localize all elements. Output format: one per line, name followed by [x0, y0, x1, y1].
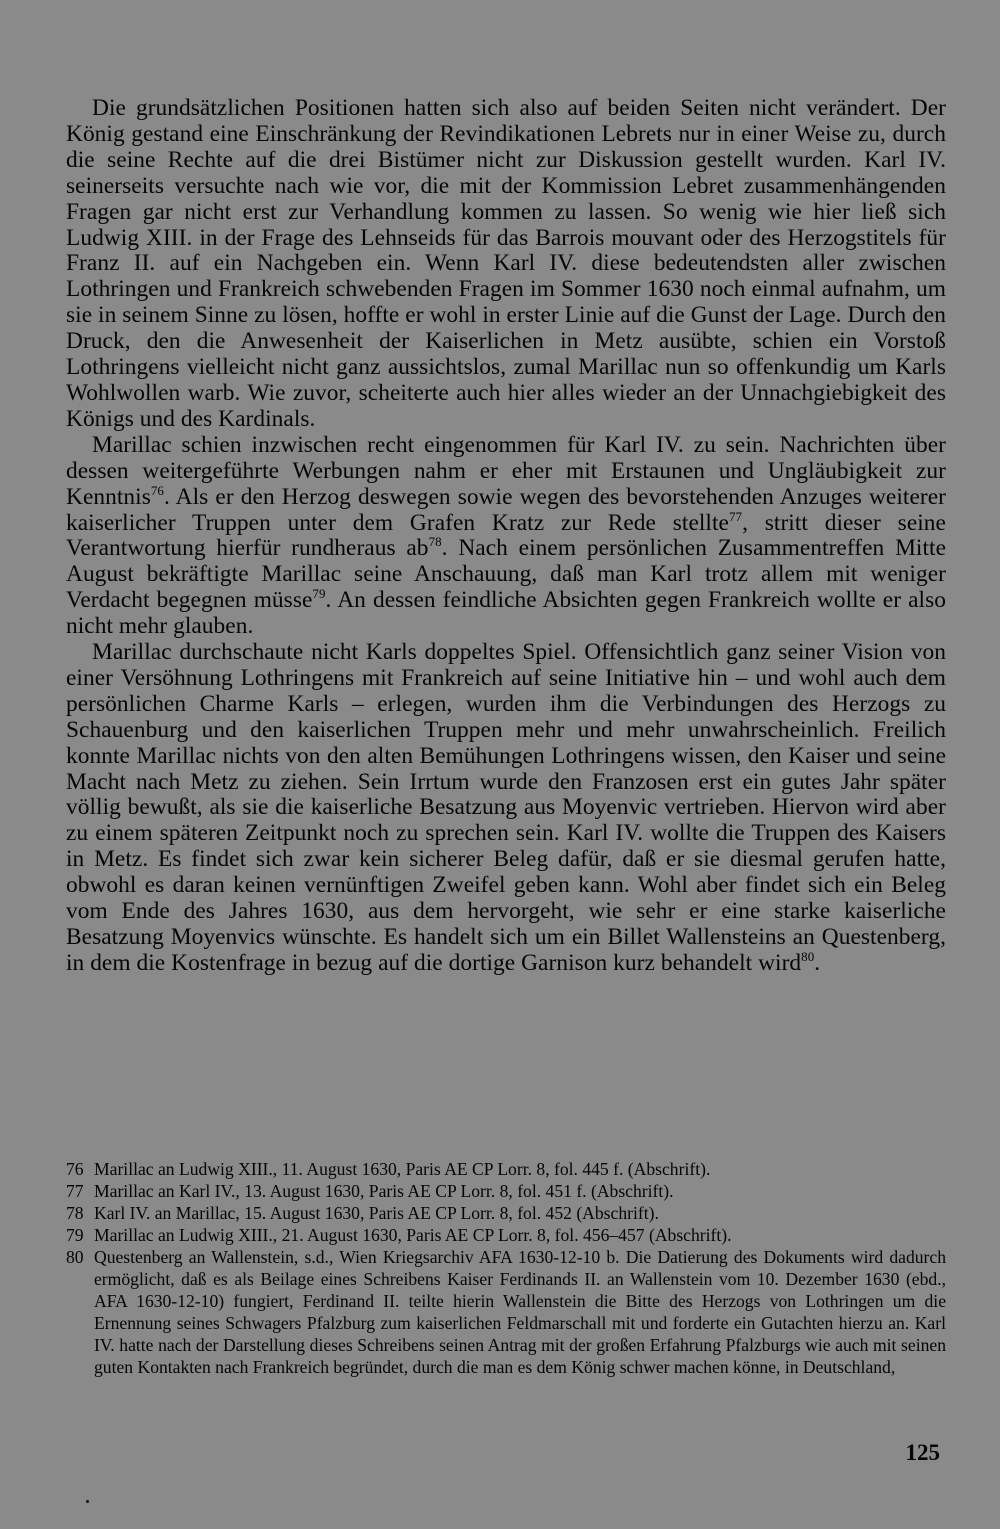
paragraph-text: Marillac durchschaute nicht Karls doppeltes Spiel. Offensichtlich ganz seiner Vision von einer Versöhnung Lothringens mit Frankreich auf seine Initiative hin – und wohl auch dem persönlichen Charme Karls – erlegen, wurden ihm die Verbindungen des Herzogs zu Schauenburg und den kaiserlichen Truppen mehr und mehr unwahrscheinlich. Freilich konnte Marillac nichts von den alten Bemühungen Lothringens wissen, den Kaiser und seine Macht nach Metz zu ziehen. Sein Irrtum wurde den Franzosen erst ein gutes Jahr später völlig bewußt, als sie die kaiserliche Besatzung aus Moyenvic vertrieben. Hiervon wird aber zu einem späteren Zeitpunkt noch zu sprechen sein. Karl IV. wollte die Truppen des Kaisers in Metz. Es findet sich zwar kein sicherer Beleg dafür, daß er sie diesmal gerufen hatte, obwohl es daran keinen vernünftigen Zweifel geben kann. Wohl aber findet sich ein Beleg vom Ende des Jahres 1630, aus dem hervorgeht, wie sehr er eine starke kaiserliche Besatzung Moyenvics wünschte. Es handelt sich um ein Billet Wallensteins an Questenberg, in dem die Kostenfrage in bezug auf die dortige Garnison kurz behandelt wird: [66, 639, 946, 976]
paragraph-text: . Nach einem persönlichen Zusammentreffen Mitte August bekräftigte Marillac seine Anschauung, daß man Karl trotz allem mit weniger Verdacht begegnen müsse: [66, 535, 946, 614]
footnote: [66, 1224, 946, 1246]
footnote: [66, 1180, 946, 1202]
paragraph: [66, 96, 946, 433]
footnote-text: Marillac an Ludwig XIII., 21. August 1630, Paris AE CP Lorr. 8, fol. 456–457 (Abschrift).: [94, 1225, 732, 1245]
footnote-marker[interactable]: 79: [312, 586, 326, 602]
footnote: [66, 1202, 946, 1224]
footnote-number: 80: [66, 1247, 84, 1267]
paragraph-text: . An dessen feindliche Absichten gegen Frankreich wollte er also nicht mehr glauben.: [66, 587, 946, 640]
footnote: [66, 1158, 946, 1180]
footnote-number: 79: [66, 1225, 84, 1245]
paragraph-text: . Als er den Herzog deswegen sowie wegen des bevorstehenden Anzuges weiterer kaiserlicher Truppen unter dem Grafen Kratz zur Rede stellte: [66, 483, 946, 536]
footnote-number: 78: [66, 1203, 84, 1223]
footnote-number: 77: [66, 1181, 84, 1201]
footnote: [66, 1246, 946, 1378]
paragraph-text: .: [814, 949, 821, 976]
paragraph: [66, 433, 946, 640]
footnote-marker[interactable]: 78: [428, 534, 442, 550]
footnote-text: Marillac an Ludwig XIII., 11. August 1630, Paris AE CP Lorr. 8, fol. 445 f. (Abschrift).: [94, 1159, 711, 1179]
footnotes: [66, 1158, 946, 1378]
footnote-text: Marillac an Karl IV., 13. August 1630, Paris AE CP Lorr. 8, fol. 451 f. (Abschrift).: [94, 1181, 674, 1201]
footnote-text: Questenberg an Wallenstein, s.d., Wien Kriegsarchiv AFA 1630-12-10 b. Die Datierung des Dokuments wird dadurch ermöglicht, daß es als Beilage eines Schreibens Kaiser Ferdinands II. an Wallenstein vom 10. Dezember 1630 (ebd., AFA 1630-12-10) fungiert, Ferdinand II. teilte hierin Wallenstein die Bitte des Herzogs von Lothringen um die Ernennung seines Schwagers Pfalzburg zum kaiserlichen Feldmarschall mit und forderte ein Gutachten hierzu an. Karl IV. hatte nach der Darstellung dieses Schreibens seinen Antrag mit der großen Erfahrung Pfalzburgs wie auch mit seinen guten Kontakten nach Frankreich begründet, durch die man es dem König schwer machen könne, in Deutschland,: [94, 1247, 946, 1377]
page-number: 125: [905, 1440, 940, 1465]
paragraph-text: , stritt dieser seine Verantwortung hierfür rundheraus ab: [66, 509, 946, 562]
footnote-marker[interactable]: 76: [150, 482, 164, 498]
footnote-marker[interactable]: 80: [801, 948, 815, 964]
print-speck: [86, 1500, 89, 1503]
main-text: [66, 96, 946, 977]
paragraph-text: Marillac schien inzwischen recht eingenommen für Karl IV. zu sein. Nachrichten über dessen weitergeführte Werbungen nahm er eher mit Erstaunen und Ungläubigkeit zur Kenntnis: [66, 431, 946, 510]
footnote-marker[interactable]: 77: [728, 508, 743, 524]
paragraph: [66, 640, 946, 977]
paragraph-text: Die grundsätzlichen Positionen hatten sich also auf beiden Seiten nicht verändert. Der König gestand eine Einschränkung der Revindikationen Lebrets nur in einer Weise zu, durch die seine Rechte auf die drei Bistümer nicht zur Diskussion gestellt wurden. Karl IV. seinerseits versuchte nach wie vor, die mit der Kommission Lebret zusammenhängenden Fragen gar nicht erst zur Verhandlung kommen zu lassen. So wenig wie hier ließ sich Ludwig XIII. in der Frage des Lehnseids für das Barrois mouvant oder des Herzogstitels für Franz II. auf ein Nachgeben ein. Wenn Karl IV. diese bedeutendsten aller zwischen Lothringen und Frankreich schwebenden Fragen im Sommer 1630 noch einmal aufnahm, um sie in seinem Sinne zu lösen, hoffte er wohl in erster Linie auf die Gunst der Lage. Durch den Druck, den die Anwesenheit der Kaiserlichen in Metz ausübte, schien ein Vorstoß Lothringens vielleicht nicht ganz aussichtslos, zumal Marillac nun so offenkundig um Karls Wohlwollen warb. Wie zuvor, scheiterte auch hier alles wieder an der Unnachgiebigkeit des Königs und des Kardinals.: [66, 95, 946, 432]
footnote-number: 76: [66, 1159, 84, 1179]
footnote-text: Karl IV. an Marillac, 15. August 1630, Paris AE CP Lorr. 8, fol. 452 (Abschrift).: [94, 1203, 659, 1223]
